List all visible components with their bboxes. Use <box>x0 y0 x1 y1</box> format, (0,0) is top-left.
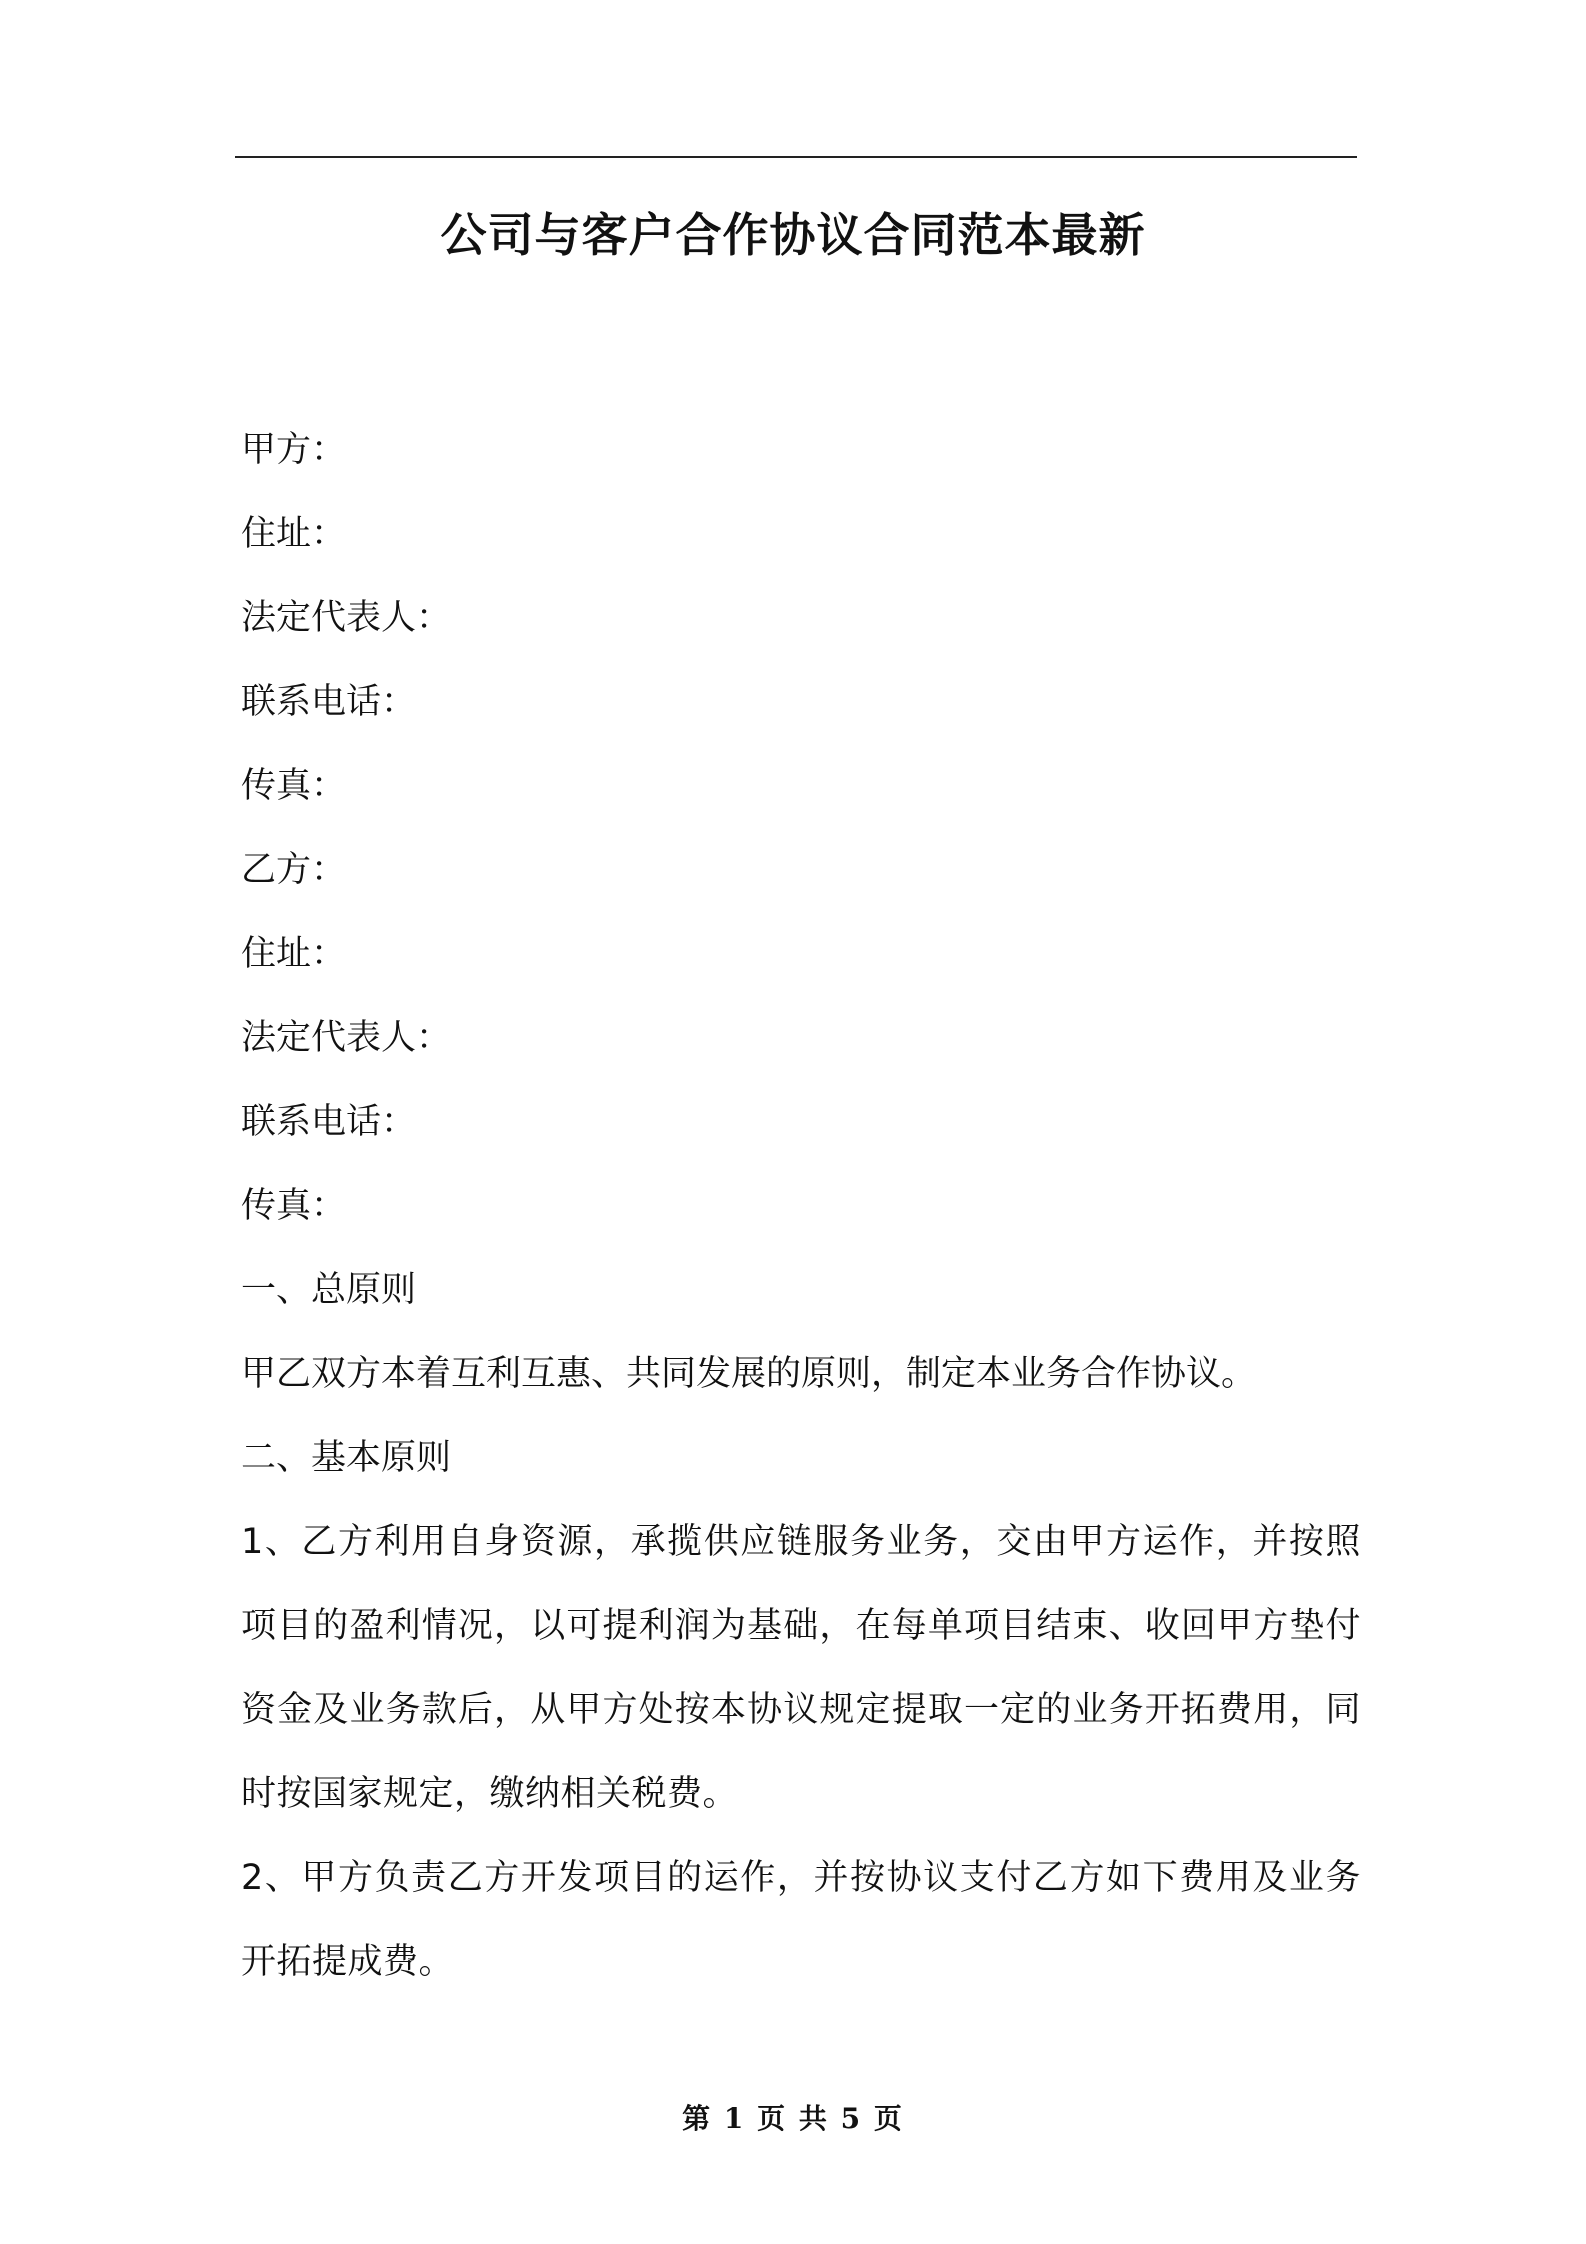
section-2-clause-2: 2、甲方负责乙方开发项目的运作，并按协议支付乙方如下费用及业务开拓提成费。 <box>241 1858 1361 1982</box>
section-2-heading: 二、基本原则 <box>241 1438 452 1478</box>
party-a-legal-rep: 法定代表人： <box>241 598 452 638</box>
page-number: 第 1 页 共 5 页 <box>682 2102 904 2135</box>
party-a-address: 住址： <box>241 514 347 554</box>
document-title: 公司与客户合作协议合同范本最新 <box>440 208 1146 262</box>
party-b-legal-rep: 法定代表人： <box>241 1018 452 1058</box>
party-b-label: 乙方： <box>241 850 347 890</box>
party-b-phone: 联系电话： <box>241 1102 417 1142</box>
section-2-clause-1: 1、乙方利用自身资源，承揽供应链服务业务，交由甲方运作，并按照项目的盈利情况，以可提利润为基础，在每单项目结束、收回甲方垫付资金及业务款后，从甲方处按本协议规定提取一定的业务开拓费用，同时按国家规定，缴纳相关税费。 <box>241 1522 1361 1814</box>
party-a-label: 甲方： <box>241 430 347 470</box>
section-1-heading: 一、总原则 <box>241 1270 417 1310</box>
party-a-fax: 传真： <box>241 766 347 806</box>
document-body <box>241 408 1361 2004</box>
section-1-text: 甲乙双方本着互利互惠、共同发展的原则，制定本业务合作协议。 <box>241 1354 1257 1394</box>
party-a-phone: 联系电话： <box>241 682 417 722</box>
header-rule <box>235 156 1357 158</box>
party-b-fax: 传真： <box>241 1186 347 1226</box>
party-b-address: 住址： <box>241 934 347 974</box>
